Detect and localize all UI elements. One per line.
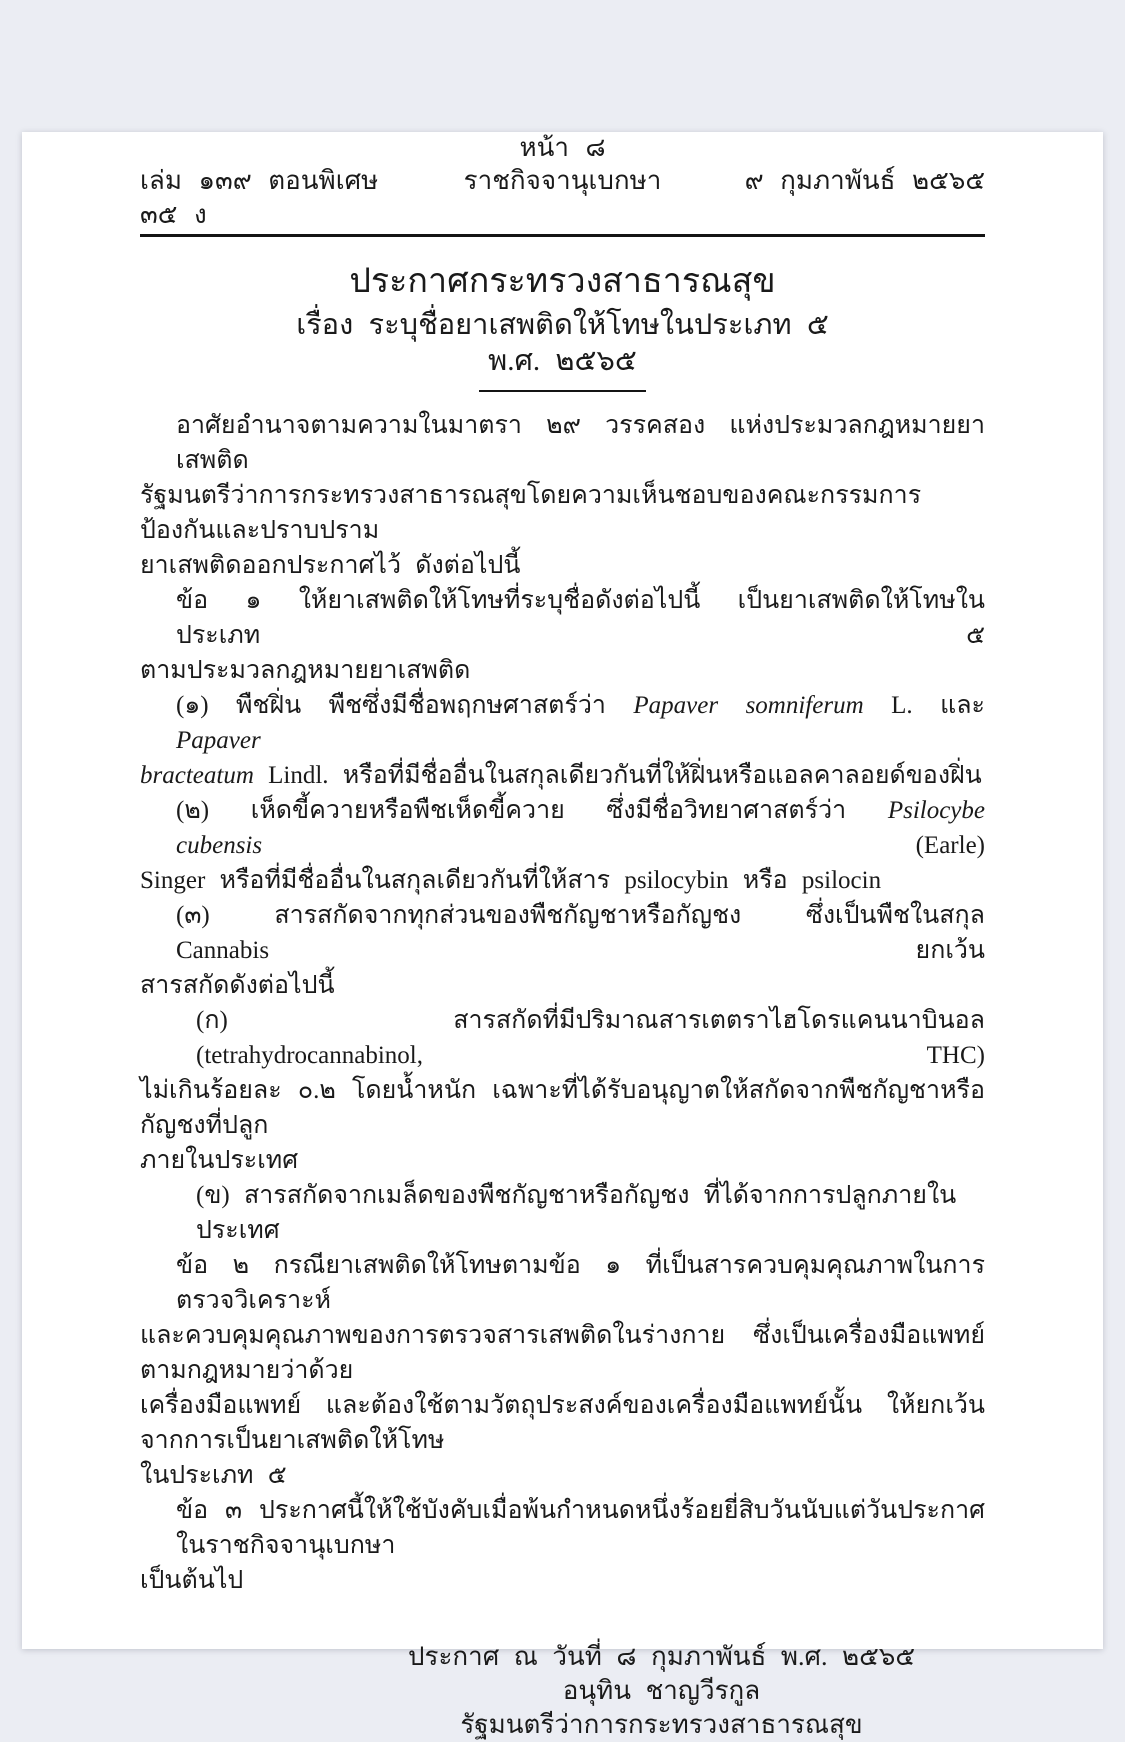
paragraph bbox=[140, 1248, 985, 1493]
body-line: และควบคุมคุณภาพของการตรวจสารเสพติดในร่างกาย ซึ่งเป็นเครื่องมือแพทย์ตามกฎหมายว่าด้วย bbox=[140, 1322, 985, 1384]
document-year: พ.ศ. ๒๕๖๕ bbox=[488, 345, 637, 377]
document-body bbox=[140, 408, 985, 1598]
body-line: (๑) พืชฝิ่น พืชซึ่งมีชื่อพฤกษศาสตร์ว่า Papaver somniferum L. และ Papaver bbox=[176, 692, 985, 754]
body-line: รัฐมนตรีว่าการกระทรวงสาธารณสุขโดยความเห็นชอบของคณะกรรมการป้องกันและปราบปราม bbox=[140, 482, 922, 544]
paragraph bbox=[140, 793, 985, 898]
body-line: (ก) สารสกัดที่มีปริมาณสารเตตราไฮโดรแคนนาบินอล (tetrahydrocannabinol, THC) bbox=[196, 1007, 985, 1069]
document-subject: เรื่อง ระบุชื่อยาเสพติดให้โทษในประเภท ๕ bbox=[296, 309, 829, 341]
title-divider bbox=[479, 390, 646, 392]
publication-date: ๙ กุมภาพันธ์ ๒๕๖๕ bbox=[744, 166, 986, 195]
signer-position: รัฐมนตรีว่าการกระทรวงสาธารณสุข bbox=[460, 1710, 863, 1739]
gazette-name: ราชกิจจานุเบกษา bbox=[463, 166, 662, 195]
body-line: ข้อ ๑ ให้ยาเสพติดให้โทษที่ระบุชื่อดังต่อไปนี้ เป็นยาเสพติดให้โทษในประเภท ๕ bbox=[176, 587, 985, 649]
body-line: เป็นต้นไป bbox=[140, 1567, 244, 1594]
paragraph bbox=[140, 408, 985, 583]
paragraph bbox=[140, 1493, 985, 1598]
document-title: ประกาศกระทรวงสาธารณสุข bbox=[349, 263, 776, 300]
body-line: ภายในประเทศ bbox=[140, 1147, 299, 1174]
body-line: (ข) สารสกัดจากเมล็ดของพืชกัญชาหรือกัญชง ที่ได้จากการปลูกภายในประเทศ bbox=[196, 1182, 957, 1244]
paragraph bbox=[140, 1178, 985, 1248]
paragraph bbox=[140, 1003, 985, 1178]
body-line: ยาเสพติดออกประกาศไว้ ดังต่อไปนี้ bbox=[140, 552, 521, 579]
paragraph bbox=[140, 688, 985, 793]
body-line: สารสกัดดังต่อไปนี้ bbox=[140, 972, 335, 999]
page bbox=[22, 132, 1103, 1739]
masthead bbox=[140, 164, 985, 237]
page-number: หน้า ๘ bbox=[519, 133, 606, 162]
body-line: อาศัยอำนาจตามความในมาตรา ๒๙ วรรคสอง แห่งประมวลกฎหมายยาเสพติด bbox=[176, 412, 985, 474]
body-line: ข้อ ๓ ประกาศนี้ให้ใช้บังคับเมื่อพ้นกำหนดหนึ่งร้อยยี่สิบวันนับแต่วันประกาศในราชกิจจานุเบกษา bbox=[176, 1497, 985, 1559]
body-line: ตามประมวลกฎหมายยาเสพติด bbox=[140, 657, 471, 684]
document-canvas bbox=[0, 110, 1125, 1739]
signature-date-line: ประกาศ ณ วันที่ ๘ กุมภาพันธ์ พ.ศ. ๒๕๖๕ bbox=[407, 1642, 915, 1671]
signature-block bbox=[140, 1640, 985, 1742]
body-line: เครื่องมือแพทย์ และต้องใช้ตามวัตถุประสงค์ของเครื่องมือแพทย์นั้น ให้ยกเว้นจากการเป็นยาเสพติดให้โทษ bbox=[140, 1392, 985, 1454]
signer-name: อนุทิน ชาญวีรกูล bbox=[562, 1676, 761, 1705]
body-line: (๒) เห็ดขี้ควายหรือพืชเห็ดขี้ควาย ซึ่งมีชื่อวิทยาศาสตร์ว่า Psilocybe cubensis (Earle) bbox=[176, 797, 985, 859]
body-line: ในประเภท ๕ bbox=[140, 1462, 287, 1489]
paragraph bbox=[140, 583, 985, 688]
volume-issue-label: เล่ม ๑๓๙ ตอนพิเศษ ๓๕ ง bbox=[140, 166, 379, 229]
body-line: ไม่เกินร้อยละ ๐.๒ โดยน้ำหนัก เฉพาะที่ได้รับอนุญาตให้สกัดจากพืชกัญชาหรือกัญชงที่ปลูก bbox=[140, 1077, 985, 1139]
body-line: bracteatum Lindl. หรือที่มีชื่ออื่นในสกุลเดียวกันที่ให้ฝิ่นหรือแอลคาลอยด์ของฝิ่น bbox=[140, 762, 982, 789]
body-line: (๓) สารสกัดจากทุกส่วนของพืชกัญชาหรือกัญชง ซึ่งเป็นพืชในสกุล Cannabis ยกเว้น bbox=[176, 902, 985, 964]
body-line: ข้อ ๒ กรณียาเสพติดให้โทษตามข้อ ๑ ที่เป็นสารควบคุมคุณภาพในการตรวจวิเคราะห์ bbox=[176, 1252, 985, 1314]
paragraph bbox=[140, 898, 985, 1003]
body-line: Singer หรือที่มีชื่ออื่นในสกุลเดียวกันที่ให้สาร psilocybin หรือ psilocin bbox=[140, 867, 882, 894]
